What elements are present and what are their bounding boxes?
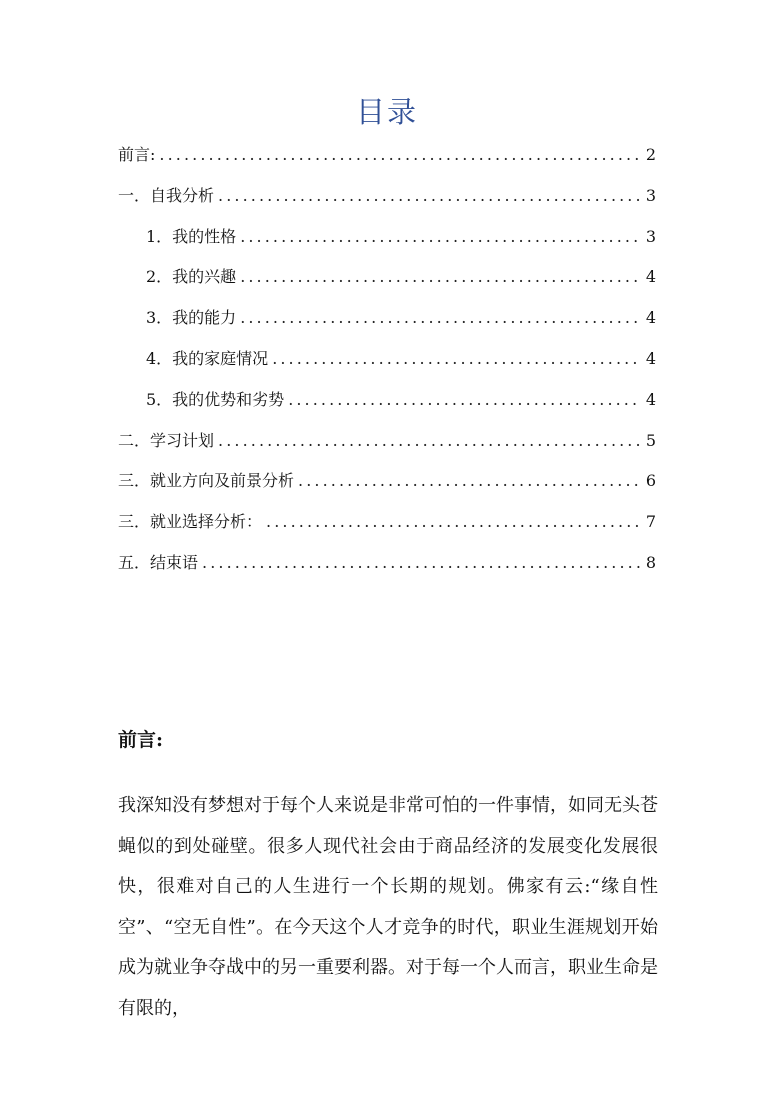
- toc-entry-label: 前言:: [118, 145, 156, 164]
- toc-dot-leader: [240, 305, 640, 331]
- toc-entry-label: 三．就业方向及前景分析: [118, 471, 295, 491]
- toc-entry-conclusion[interactable]: [118, 550, 656, 591]
- toc-entry-preface[interactable]: [118, 142, 656, 183]
- toc-entry-page: 3: [645, 185, 656, 205]
- preface-paragraph: 我深知没有梦想对于每个人来说是非常可怕的一件事情，如同无头苍蝇似的到处碰壁。很多人现代社会由于商品经济的发展变化发展很快，很难对自己的人生进行一个长期的规划。佛家有云:“缘自性空”、“空无自性”。在今天这个人才竞争的时代，职业生涯规划开始成为就业争夺战中的另一重要利器。对于每一个人而言，职业生命是有限的，: [118, 795, 658, 1019]
- toc-entry-interests[interactable]: [118, 264, 656, 305]
- toc-dot-leader: [202, 550, 640, 576]
- toc-dot-leader: [240, 224, 640, 250]
- toc-entry-abilities[interactable]: [118, 305, 656, 346]
- toc-dot-leader: [240, 264, 640, 290]
- preface-heading: 前言:: [118, 729, 164, 751]
- toc-entry-page: 5: [645, 430, 656, 450]
- toc-entry-page: 7: [645, 512, 656, 532]
- toc-entry-personality[interactable]: [118, 224, 656, 265]
- toc-entry-label: 三．就业选择分析：: [118, 512, 263, 532]
- toc-entry-label: 一．自我分析: [118, 185, 215, 205]
- toc-entry-self-analysis[interactable]: [118, 183, 656, 224]
- toc-entry-page: 2: [645, 145, 656, 164]
- table-of-contents: [118, 142, 656, 591]
- toc-entry-page: 8: [645, 552, 656, 572]
- toc-entry-page: 4: [645, 348, 656, 368]
- toc-title: 目录: [355, 95, 418, 129]
- toc-entry-page: 3: [645, 226, 656, 246]
- toc-entry-label: 4．我的家庭情况: [146, 348, 269, 368]
- toc-entry-employment-choice[interactable]: [118, 509, 656, 550]
- toc-entry-page: 4: [645, 389, 656, 409]
- toc-dot-leader: [266, 509, 640, 535]
- toc-entry-strengths-weaknesses[interactable]: [118, 387, 656, 428]
- toc-entry-page: 4: [645, 308, 656, 328]
- toc-entry-label: 二．学习计划: [118, 430, 215, 450]
- toc-dot-leader: [298, 468, 640, 494]
- toc-entry-label: 3．我的能力: [146, 308, 237, 328]
- toc-entry-study-plan[interactable]: [118, 428, 656, 469]
- toc-dot-leader: [218, 183, 640, 209]
- toc-entry-employment-direction[interactable]: [118, 468, 656, 509]
- toc-dot-leader: [272, 346, 640, 372]
- preface-body: [118, 786, 658, 1029]
- toc-entry-page: 4: [645, 267, 656, 287]
- toc-dot-leader: [159, 142, 639, 168]
- toc-entry-label: 五．结束语: [118, 552, 199, 572]
- toc-dot-leader: [288, 387, 640, 413]
- toc-entry-page: 6: [645, 471, 656, 491]
- toc-entry-label: 2．我的兴趣: [146, 267, 237, 287]
- toc-entry-label: 5．我的优势和劣势: [146, 389, 285, 409]
- toc-entry-label: 1．我的性格: [146, 226, 237, 246]
- toc-dot-leader: [218, 428, 640, 454]
- toc-entry-family[interactable]: [118, 346, 656, 387]
